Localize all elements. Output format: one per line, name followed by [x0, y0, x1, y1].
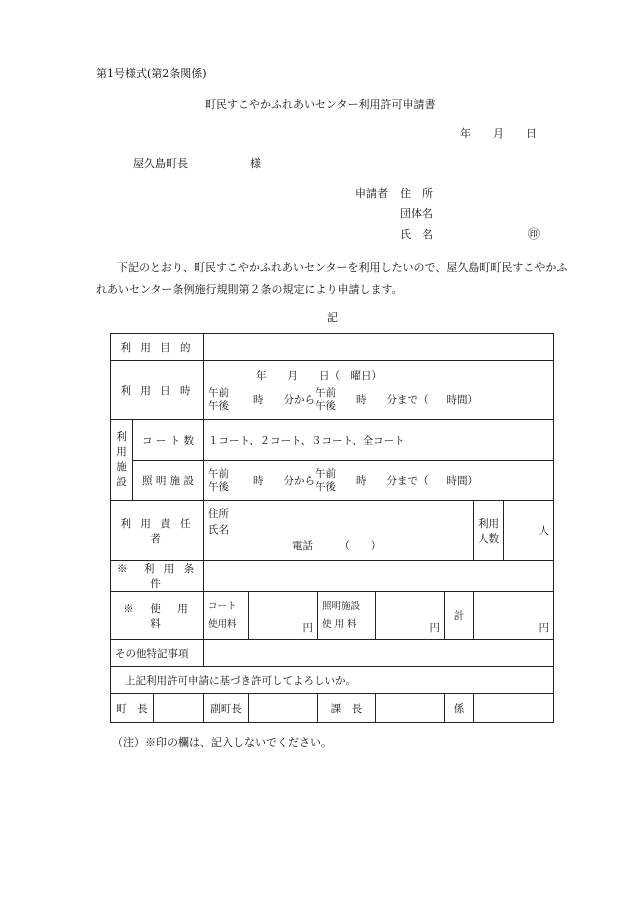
am-label: 午前 — [315, 386, 337, 399]
hours-label: 時間） — [446, 475, 479, 487]
form-number: 第1号様式(第2条関係) — [96, 67, 207, 80]
footnote: （注）※印の欄は、記入しないでください。 — [112, 736, 332, 749]
from-minute-label: 分から — [283, 475, 316, 487]
pm-label: 午後 — [208, 480, 230, 493]
time-row — [208, 387, 549, 413]
pm-label: 午後 — [315, 480, 337, 493]
row-conditions — [111, 561, 554, 592]
court-fee-line2: 使用料 — [208, 618, 237, 630]
address-small-label: 住所 — [208, 508, 230, 520]
row-approval — [111, 667, 554, 694]
people-count-label — [474, 501, 504, 561]
staff-label: 係 — [445, 694, 474, 723]
mayor-label: 町 長 — [111, 694, 154, 722]
people-count-text: 利用人数 — [478, 517, 500, 545]
approval-text: 上記利用許可申請に基づき許可してよろしいか。 — [111, 667, 554, 694]
deputy-mayor-seal-box[interactable] — [249, 694, 318, 723]
responsible-field[interactable] — [204, 501, 474, 561]
row-responsible — [111, 501, 554, 561]
phone-label: 電話 （ ） — [292, 540, 382, 552]
seal-mark: ㊞ — [528, 227, 541, 241]
hour-label: 時 — [253, 394, 264, 406]
row-fee — [111, 592, 554, 640]
lighting-time-field[interactable] — [204, 461, 554, 501]
mayor-cell — [111, 694, 204, 723]
court-count-options[interactable]: １コート、２コート、３コート、全コート — [204, 420, 554, 461]
pm-label: 午後 — [315, 399, 337, 412]
facility-label-char: 用 — [116, 446, 127, 458]
court-count-label: コ ー ト 数 — [133, 420, 204, 461]
purpose-label: 利 用 目 的 — [111, 334, 204, 361]
hour-label: 時 — [253, 475, 264, 487]
lighting-fee-field[interactable]: 円 — [376, 592, 445, 640]
addressee-suffix: 様 — [250, 157, 261, 170]
date-line: 年 月 日 — [460, 127, 537, 140]
datetime-field[interactable] — [204, 361, 554, 420]
am-label: 午前 — [208, 467, 230, 480]
ki-heading: 記 — [327, 311, 338, 324]
fee-label: ※ 使 用 料 — [111, 592, 204, 640]
date-row: 年 月 日（ 曜日） — [256, 369, 383, 382]
court-fee-line1: コート — [208, 600, 237, 612]
lighting-time-row — [208, 468, 549, 494]
body-paragraph: 下記のとおり、町民すこやかふれあいセンターを利用したいので、屋久島町町民すこやかふれあいセンター条例施行規則第２条の規定により申請します。 — [96, 261, 568, 296]
am-label: 午前 — [208, 386, 230, 399]
hour-label: 時 — [356, 475, 367, 487]
applicant-name-label: 氏 名 — [400, 228, 433, 241]
lighting-fee-line1: 照明施設 — [322, 600, 361, 612]
to-minute-label: 分まで（ — [386, 394, 429, 406]
conditions-label: ※ 利 用 条 件 — [111, 561, 204, 592]
row-lighting — [111, 461, 554, 501]
purpose-field[interactable] — [204, 334, 554, 361]
section-chief-seal-box[interactable] — [376, 694, 445, 723]
applicant-address-label: 住 所 — [400, 187, 433, 200]
row-other — [111, 640, 554, 667]
facility-label-char: 施 — [116, 461, 127, 473]
facility-label-char: 設 — [116, 476, 127, 488]
from-minute-label: 分から — [283, 394, 316, 406]
hour-label: 時 — [356, 394, 367, 406]
people-count-field[interactable]: 人 — [504, 501, 554, 561]
facility-label — [111, 420, 133, 501]
mayor-seal-box[interactable] — [154, 694, 203, 722]
lighting-label: 照 明 施 設 — [133, 461, 204, 501]
to-minute-label: 分まで（ — [386, 475, 429, 487]
court-fee-field[interactable]: 円 — [249, 592, 318, 640]
court-fee-label — [204, 592, 249, 640]
name-small-label: 氏名 — [208, 524, 230, 536]
applicant-group-label: 団体名 — [400, 207, 433, 220]
other-field[interactable] — [204, 640, 554, 667]
total-label: 計 — [445, 592, 474, 640]
hours-label: 時間） — [446, 394, 479, 406]
other-label: その他特記事項 — [111, 640, 204, 667]
am-label: 午前 — [315, 467, 337, 480]
conditions-field[interactable] — [204, 561, 554, 592]
total-field[interactable]: 円 — [474, 592, 554, 640]
staff-seal-box[interactable] — [474, 694, 554, 723]
row-datetime — [111, 361, 554, 420]
row-signatures — [111, 694, 554, 723]
responsible-label: 利 用 責 任 者 — [111, 501, 204, 561]
lighting-fee-label — [318, 592, 376, 640]
lighting-fee-line2: 使 用 料 — [322, 618, 357, 630]
deputy-mayor-label: 副町長 — [204, 694, 249, 723]
addressee: 屋久島町長 — [133, 157, 188, 170]
row-court-count — [111, 420, 554, 461]
section-chief-label: 課 長 — [318, 694, 376, 723]
datetime-label: 利 用 日 時 — [111, 361, 204, 420]
document-title: 町民すこやかふれあいセンター利用許可申請書 — [205, 98, 436, 111]
applicant-label: 申請者 — [355, 187, 388, 200]
application-table — [110, 333, 554, 723]
row-purpose — [111, 334, 554, 361]
pm-label: 午後 — [208, 399, 230, 412]
facility-label-char: 利 — [116, 431, 127, 443]
